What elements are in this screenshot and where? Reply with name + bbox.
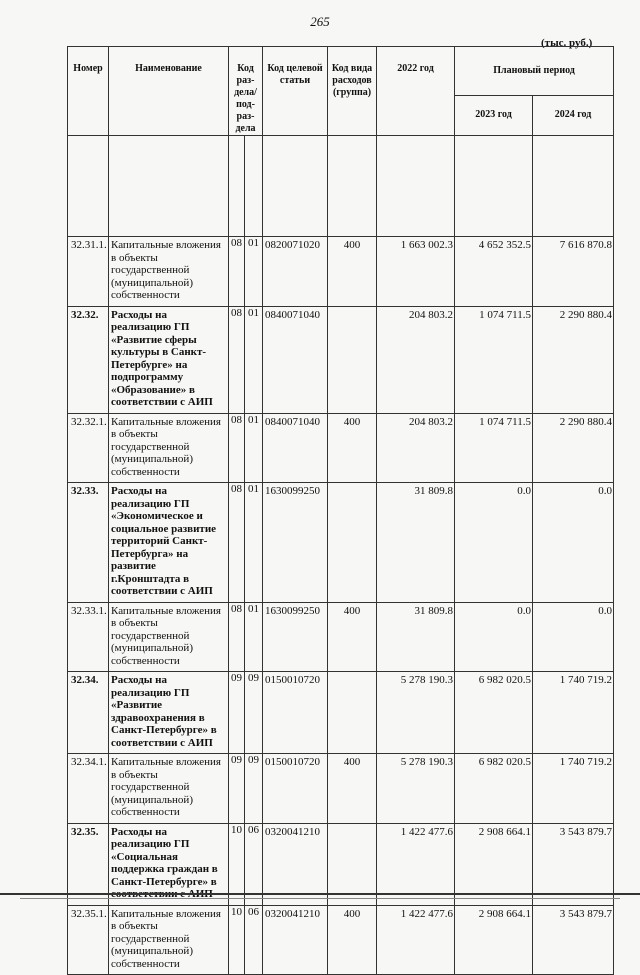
row-name: Капитальные вложения в объекты государственной (муниципальной) собственности [109, 237, 229, 307]
row-number: 32.33. [68, 483, 109, 603]
row-amount-2022: 5 278 190.3 [377, 672, 455, 754]
row-amount-2024: 1 740 719.2 [533, 754, 614, 824]
row-subsection-code: 06 [245, 823, 263, 905]
row-name: Капитальные вложения в объекты государственной (муниципальной) собственности [109, 754, 229, 824]
row-number: 32.31.1. [68, 237, 109, 307]
header-2022: 2022 год [377, 47, 455, 136]
header-name: Наименование [109, 47, 229, 136]
row-target-code: 0820071020 [263, 237, 328, 307]
table-row [68, 905, 614, 975]
row-amount-2024: 0.0 [533, 483, 614, 603]
row-name: Капитальные вложения в объекты государственной (муниципальной) собственности [109, 602, 229, 672]
row-name: Расходы на реализацию ГП «Социальная поддержка граждан в Санкт-Петербурге» в соответствии с АИП [109, 823, 229, 905]
header-plan: Плановый период [455, 47, 614, 96]
row-name: Расходы на реализацию ГП «Развитие сферы культуры в Санкт-Петербурге» на подпрограмму «Образование» в соответствии с АИП [109, 306, 229, 413]
row-amount-2023: 2 908 664.1 [455, 905, 533, 975]
table-body [68, 136, 614, 975]
row-name: Капитальные вложения в объекты государственной (муниципальной) собственности [109, 413, 229, 483]
row-target-code: 0150010720 [263, 672, 328, 754]
table-row [68, 413, 614, 483]
row-amount-2022: 31 809.8 [377, 602, 455, 672]
row-expense-code: 400 [328, 237, 377, 307]
row-section-code: 10 [229, 823, 245, 905]
row-number: 32.34.1. [68, 754, 109, 824]
table-row [68, 483, 614, 603]
row-section-code: 09 [229, 672, 245, 754]
header-row-1 [68, 47, 614, 96]
row-amount-2022: 1 422 477.6 [377, 823, 455, 905]
header-2024: 2024 год [533, 95, 614, 135]
budget-table [67, 46, 614, 975]
row-amount-2022: 204 803.2 [377, 413, 455, 483]
header-target: Код целевой статьи [263, 47, 328, 136]
row-amount-2023: 1 074 711.5 [455, 413, 533, 483]
row-expense-code: 400 [328, 602, 377, 672]
row-expense-code [328, 672, 377, 754]
row-target-code: 1630099250 [263, 602, 328, 672]
row-amount-2024: 1 740 719.2 [533, 672, 614, 754]
row-amount-2024: 3 543 879.7 [533, 823, 614, 905]
bottom-rule [0, 893, 640, 895]
row-target-code: 0320041210 [263, 905, 328, 975]
row-section-code: 10 [229, 905, 245, 975]
row-subsection-code: 09 [245, 754, 263, 824]
table-row [68, 754, 614, 824]
row-subsection-code: 09 [245, 672, 263, 754]
row-subsection-code: 01 [245, 602, 263, 672]
row-target-code: 1630099250 [263, 483, 328, 603]
row-amount-2022: 1 663 002.3 [377, 237, 455, 307]
row-target-code: 0840071040 [263, 413, 328, 483]
table-row [68, 672, 614, 754]
row-amount-2023: 0.0 [455, 602, 533, 672]
row-amount-2024: 2 290 880.4 [533, 306, 614, 413]
row-subsection-code: 01 [245, 306, 263, 413]
row-amount-2024: 3 543 879.7 [533, 905, 614, 975]
table-row [68, 602, 614, 672]
row-amount-2024: 2 290 880.4 [533, 413, 614, 483]
units-label: (тыс. руб.) [541, 37, 593, 49]
row-expense-code [328, 483, 377, 603]
table-row [68, 237, 614, 307]
header-2023: 2023 год [455, 95, 533, 135]
row-section-code: 08 [229, 237, 245, 307]
row-section-code: 08 [229, 483, 245, 603]
row-amount-2022: 31 809.8 [377, 483, 455, 603]
header-section: Код раз-дела/ под-раз-дела [229, 47, 263, 136]
page-number: 265 [310, 14, 330, 29]
row-amount-2023: 2 908 664.1 [455, 823, 533, 905]
row-amount-2022: 5 278 190.3 [377, 754, 455, 824]
row-expense-code: 400 [328, 754, 377, 824]
row-number: 32.33.1. [68, 602, 109, 672]
row-amount-2023: 1 074 711.5 [455, 306, 533, 413]
row-expense-code [328, 306, 377, 413]
row-number: 32.35. [68, 823, 109, 905]
row-expense-code: 400 [328, 413, 377, 483]
row-number: 32.35.1. [68, 905, 109, 975]
row-name: Капитальные вложения в объекты государственной (муниципальной) собственности [109, 905, 229, 975]
header-expense: Код вида расходов (группа) [328, 47, 377, 136]
row-amount-2024: 7 616 870.8 [533, 237, 614, 307]
row-target-code: 0150010720 [263, 754, 328, 824]
header-gap-row [68, 136, 614, 237]
row-subsection-code: 06 [245, 905, 263, 975]
row-amount-2023: 6 982 020.5 [455, 672, 533, 754]
row-amount-2022: 1 422 477.6 [377, 905, 455, 975]
row-section-code: 09 [229, 754, 245, 824]
table-row [68, 306, 614, 413]
row-section-code: 08 [229, 602, 245, 672]
row-name: Расходы на реализацию ГП «Развитие здравоохранения в Санкт-Петербурге» в соответствии с АИП [109, 672, 229, 754]
row-target-code: 0840071040 [263, 306, 328, 413]
row-amount-2024: 0.0 [533, 602, 614, 672]
row-amount-2023: 4 652 352.5 [455, 237, 533, 307]
row-expense-code: 400 [328, 905, 377, 975]
row-number: 32.32. [68, 306, 109, 413]
header-number: Номер [68, 47, 109, 136]
row-amount-2023: 6 982 020.5 [455, 754, 533, 824]
row-amount-2022: 204 803.2 [377, 306, 455, 413]
row-section-code: 08 [229, 306, 245, 413]
row-number: 32.34. [68, 672, 109, 754]
row-subsection-code: 01 [245, 483, 263, 603]
row-amount-2023: 0.0 [455, 483, 533, 603]
row-target-code: 0320041210 [263, 823, 328, 905]
row-section-code: 08 [229, 413, 245, 483]
row-name: Расходы на реализацию ГП «Экономическое и социальное развитие территорий Санкт-Петербурга» на развитие г.Кронштадта в соответствии с АИП [109, 483, 229, 603]
row-number: 32.32.1. [68, 413, 109, 483]
bottom-rule-secondary [20, 898, 620, 899]
row-subsection-code: 01 [245, 413, 263, 483]
row-subsection-code: 01 [245, 237, 263, 307]
